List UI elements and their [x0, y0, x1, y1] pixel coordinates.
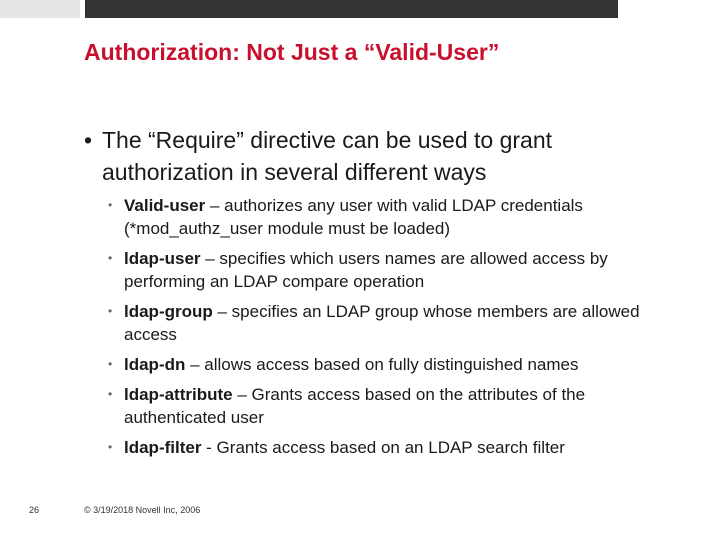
bullet-dot: • [108, 357, 113, 371]
footer-copyright: © 3/19/2018 Novell Inc, 2006 [84, 505, 201, 515]
sub-bullet-ldap-attribute [106, 383, 686, 429]
sub-bullet-ldap-filter [106, 436, 686, 459]
sub-bullet-ldap-dn [106, 353, 686, 376]
sub-bullet-term: ldap-group [124, 302, 213, 321]
bullet-dot: • [108, 251, 113, 265]
main-bullet-text: The “Require” directive can be used to grant authorization in several different ways [102, 127, 553, 185]
sub-bullet-description: - Grants access based on an LDAP search filter [201, 438, 565, 457]
sub-bullet-description: – Grants access based on the attributes of the authenticated user [124, 385, 586, 427]
sub-bullet-description: – specifies which users names are allowed access by performing an LDAP compare operation [124, 249, 608, 291]
slide-title: Authorization: Not Just a “Valid-User” [84, 39, 500, 65]
bullet-dot: • [108, 387, 113, 401]
sub-bullet-term: ldap-attribute [124, 385, 233, 404]
sub-bullet-term: ldap-filter [124, 438, 202, 457]
sub-bullet-list [106, 194, 686, 466]
sub-bullet-term: Valid-user [124, 196, 206, 215]
sub-bullet-description: – authorizes any user with valid LDAP credentials (*mod_authz_user module must be loaded) [124, 196, 583, 238]
page-number: 26 [29, 505, 40, 515]
sub-bullet-ldap-user [106, 247, 686, 293]
sub-bullet-valid-user [106, 194, 686, 240]
sub-bullet-description: – allows access based on fully distinguished names [185, 355, 579, 374]
top-left-decorative-bar [0, 0, 80, 18]
bullet-dot: • [108, 440, 113, 454]
main-bullet [84, 124, 674, 188]
sub-bullet-term: ldap-dn [124, 355, 186, 374]
bullet-dot: • [108, 304, 113, 318]
sub-bullet-description: – specifies an LDAP group whose members are allowed access [124, 302, 640, 344]
sub-bullet-ldap-group [106, 300, 686, 346]
top-decorative-bar [85, 0, 618, 18]
bullet-dot: • [108, 198, 113, 212]
sub-bullet-term: ldap-user [124, 249, 201, 268]
bullet-dot: • [84, 127, 93, 153]
